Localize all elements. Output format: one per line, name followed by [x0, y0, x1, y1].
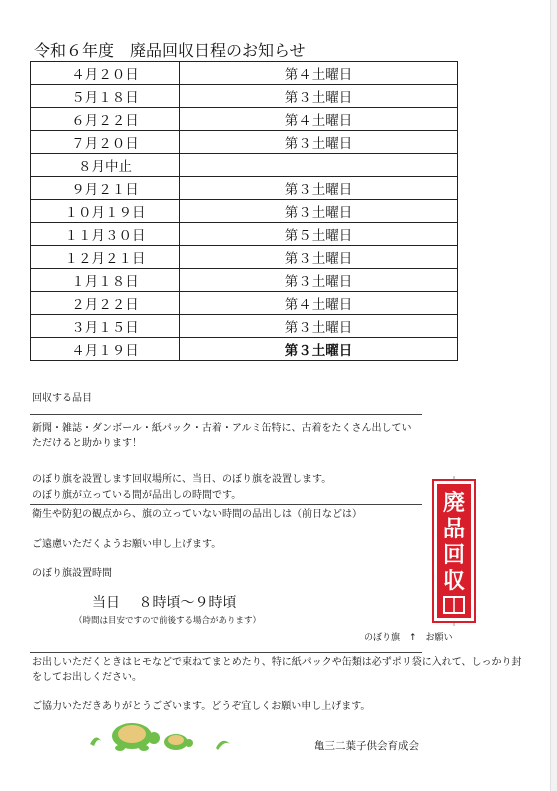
- schedule-date: １月１８日: [31, 269, 180, 292]
- schedule-week: 第４土曜日: [180, 108, 458, 131]
- schedule-date: ７月２０日: [31, 131, 180, 154]
- schedule-week: 第３土曜日: [180, 246, 458, 269]
- schedule-row: [31, 338, 458, 361]
- schedule-row: [31, 200, 458, 223]
- schedule-week: 第５土曜日: [180, 223, 458, 246]
- schedule-week: 第３土曜日: [180, 315, 458, 338]
- schedule-date: ９月２１日: [31, 177, 180, 200]
- schedule-date: １２月２１日: [31, 246, 180, 269]
- schedule-row: [31, 315, 458, 338]
- schedule-row: [31, 177, 458, 200]
- scrollbar-track[interactable]: [550, 0, 557, 791]
- flag-text-line1: のぼり旗を設置します回収場所に、当日、のぼり旗を設置します。: [32, 474, 332, 485]
- schedule-row: [31, 131, 458, 154]
- schedule-week: 第３土曜日: [180, 85, 458, 108]
- svg-text:収: 収: [442, 569, 466, 594]
- schedule-row: [31, 85, 458, 108]
- thanks-text: ご協力いただきありがとうございます。どうぞ宜しくお願い申し上げます。: [32, 701, 371, 712]
- items-text-line1: 新聞・雑誌・ダンボール・紙パック・古着・アルミ缶特に、古着をたくさん出してい: [32, 423, 412, 434]
- schedule-date: ４月１９日: [31, 338, 180, 361]
- svg-text:回: 回: [442, 543, 466, 568]
- schedule-row: [31, 269, 458, 292]
- items-heading: 回収する品目: [32, 393, 92, 404]
- flag-text-line3: 衛生や防犯の観点から、旗の立っていない時間の品出しは（前日などは）: [32, 509, 362, 520]
- flag-time-note: （時間は目安ですので前後する場合があります）: [74, 616, 262, 626]
- schedule-date: ６月２２日: [31, 108, 180, 131]
- schedule-date: ８月中止: [31, 154, 180, 177]
- schedule-date: ５月１８日: [31, 85, 180, 108]
- schedule-week: [180, 154, 458, 177]
- schedule-date: ３月１５日: [31, 315, 180, 338]
- schedule-date: １１月３０日: [31, 223, 180, 246]
- schedule-week: 第４土曜日: [180, 62, 458, 85]
- flag-text-line2: のぼり旗が立っている間が品出しの時間です。: [32, 490, 242, 501]
- schedule-week: 第３土曜日: [180, 269, 458, 292]
- schedule-week: 第３土曜日: [180, 131, 458, 154]
- schedule-row: [31, 108, 458, 131]
- flag-time-heading: のぼり旗設置時間: [32, 568, 112, 579]
- schedule-date: ２月２２日: [31, 292, 180, 315]
- schedule-table: [30, 61, 458, 361]
- schedule-row: [31, 223, 458, 246]
- banner-flag-image: [428, 476, 480, 626]
- schedule-date: １０月１９日: [31, 200, 180, 223]
- bundle-text-line1: お出しいただくときはヒモなどで束ねてまとめたり、特に紙パックや缶類は必ずポリ袋に入れて、しっかり封: [32, 657, 522, 668]
- schedule-row: [31, 62, 458, 85]
- divider: [30, 652, 422, 653]
- schedule-week: 第４土曜日: [180, 292, 458, 315]
- bundle-text-line2: をしてお出しください。: [32, 672, 142, 683]
- schedule-row: [31, 292, 458, 315]
- flag-time: 当日 ８時頃～９時頃: [92, 595, 237, 611]
- items-text-line2: ただけると助かります！: [32, 438, 142, 449]
- divider: [30, 414, 422, 415]
- schedule-row: [31, 154, 458, 177]
- turtle-illustration: [90, 714, 240, 754]
- flag-text-line4: ご遠慮いただくようお願い申し上げます。: [32, 539, 222, 550]
- svg-text:廃: 廃: [442, 491, 466, 516]
- organization-name: 亀三二葉子供会育成会: [314, 740, 419, 752]
- svg-text:品: 品: [442, 517, 466, 542]
- page-title: 令和６年度 廃品回収日程のお知らせ: [34, 41, 306, 60]
- schedule-week: 第３土曜日: [180, 177, 458, 200]
- schedule-week: 第３土曜日: [180, 338, 458, 361]
- schedule-row: [31, 246, 458, 269]
- schedule-date: ４月２０日: [31, 62, 180, 85]
- flag-caption: のぼり旗 ↑ お願い: [364, 633, 453, 643]
- divider: [30, 504, 422, 505]
- schedule-week: 第３土曜日: [180, 200, 458, 223]
